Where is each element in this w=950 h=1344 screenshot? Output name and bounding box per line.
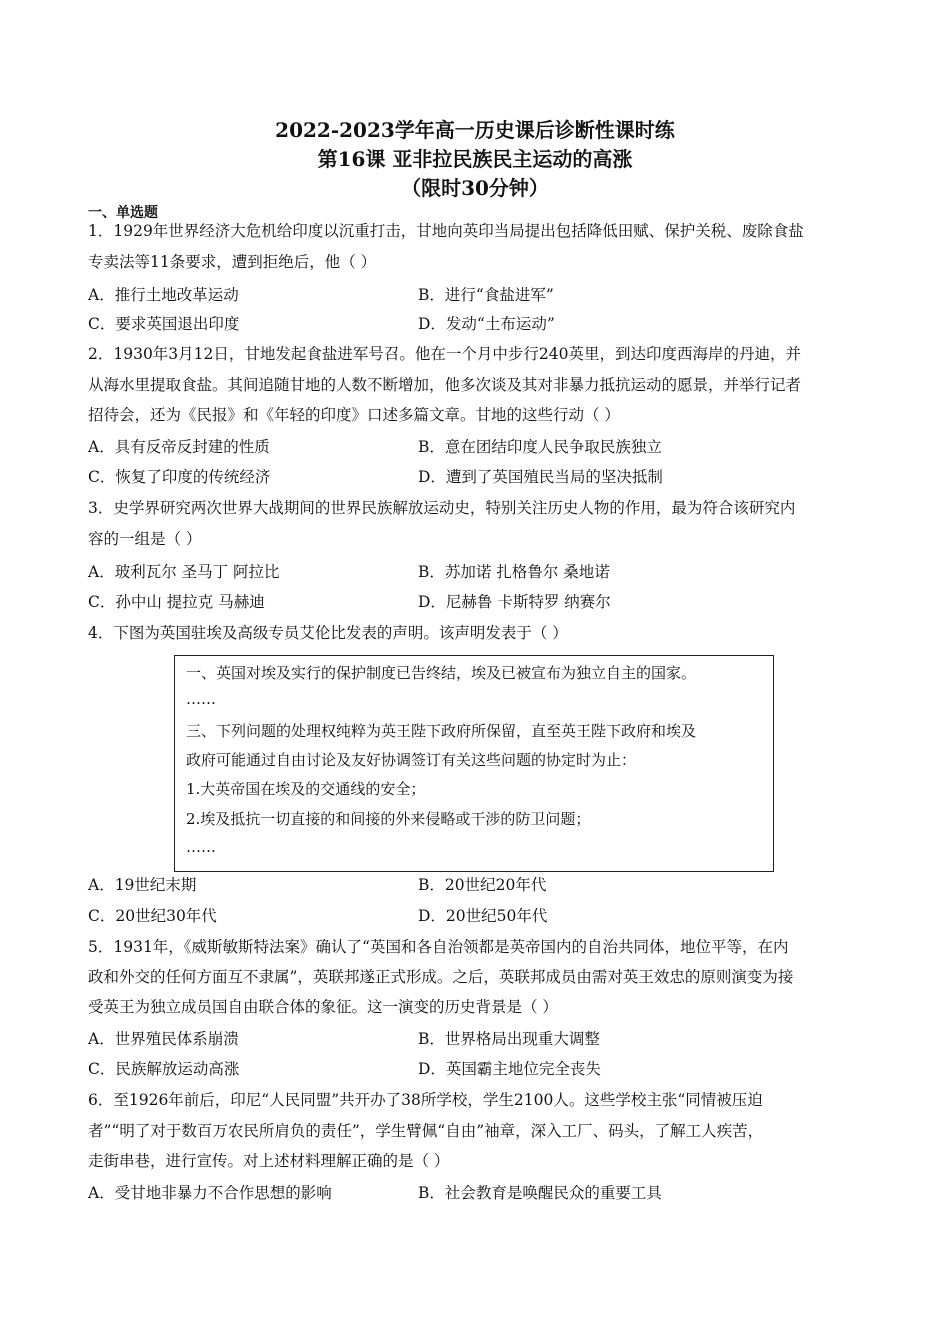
question-text: 容的一组是（ ） <box>88 530 202 548</box>
question-text: 6．至1926年前后，印尼“人民同盟”共开办了38所学校，学生2100人。这些学校主张“同情被压迫 <box>88 1091 763 1109</box>
option-a[interactable]: A．世界殖民体系崩溃 <box>88 1030 239 1048</box>
question-text: 专卖法等11条要求，遭到拒绝后，他（ ） <box>88 253 377 271</box>
option-c[interactable]: C．民族解放运动高涨 <box>88 1060 240 1078</box>
option-c[interactable]: C．20世纪30年代 <box>88 907 217 925</box>
quotation-line: …… <box>186 690 216 708</box>
section-heading: 一、单选题 <box>88 205 158 221</box>
question-text: 3．史学界研究两次世界大战期间的世界民族解放运动史，特别关注历史人物的作用，最为符合该研究内 <box>88 499 796 517</box>
option-b[interactable]: B．20世纪20年代 <box>418 876 547 894</box>
option-a[interactable]: A．19世纪末期 <box>88 876 197 894</box>
question-text: 1．1929年世界经济大危机给印度以沉重打击，甘地向英印当局提出包括降低田赋、保护关税、废除食盐 <box>88 222 804 240</box>
quotation-line: 三、下列问题的处理权纯粹为英王陛下政府所保留，直至英王陛下政府和埃及 <box>186 722 697 740</box>
question-text: 者”“明了对于数百万农民所肩负的责任”，学生臂佩“自由”袖章，深入工厂、码头，了解工人疾苦， <box>88 1122 764 1140</box>
exam-title: 2022-2023学年高一历史课后诊断性课时练 <box>275 118 675 142</box>
option-a[interactable]: A．具有反帝反封建的性质 <box>88 438 270 456</box>
question-text: 4．下图为英国驻埃及高级专员艾伦比发表的声明。该声明发表于（ ） <box>88 624 568 642</box>
question-text: 5．1931年，《威斯敏斯特法案》确认了“英国和各自治领都是英帝国内的自治共同体，地位平等，在内 <box>88 938 789 956</box>
question-text: 招待会，还为《民报》和《年轻的印度》口述多篇文章。甘地的这些行动（ ） <box>88 406 620 424</box>
option-b[interactable]: B．世界格局出现重大调整 <box>418 1030 600 1048</box>
option-b[interactable]: B．苏加诺 扎格鲁尔 桑地诺 <box>418 563 610 581</box>
option-c[interactable]: C．恢复了印度的传统经济 <box>88 468 271 486</box>
option-a[interactable]: A．推行土地改革运动 <box>88 286 239 304</box>
option-c[interactable]: C．要求英国退出印度 <box>88 315 240 333</box>
quotation-line: …… <box>186 838 216 856</box>
option-b[interactable]: B．进行“食盐进军” <box>418 286 554 304</box>
question-text: 政和外交的任何方面互不隶属”，英联邦遂正式形成。之后，英联邦成员由需对英王效忠的原则演变为接 <box>88 968 794 986</box>
option-d[interactable]: D．遭到了英国殖民当局的坚决抵制 <box>418 468 663 486</box>
question-text: 走街串巷，进行宣传。对上述材料理解正确的是（ ） <box>88 1152 450 1170</box>
option-d[interactable]: D．20世纪50年代 <box>418 907 548 925</box>
quotation-line: 政府可能通过自由讨论及友好协调签订有关这些问题的协定时为止： <box>186 751 637 769</box>
option-d[interactable]: D．发动“土布运动” <box>418 315 555 333</box>
option-a[interactable]: A．玻利瓦尔 圣马丁 阿拉比 <box>88 563 280 581</box>
option-d[interactable]: D．尼赫鲁 卡斯特罗 纳赛尔 <box>418 593 611 611</box>
option-b[interactable]: B．社会教育是唤醒民众的重要工具 <box>418 1184 662 1202</box>
option-c[interactable]: C．孙中山 提拉克 马赫迪 <box>88 593 265 611</box>
option-a[interactable]: A．受甘地非暴力不合作思想的影响 <box>88 1184 332 1202</box>
quotation-line: 1.大英帝国在埃及的交通线的安全； <box>186 780 426 798</box>
option-d[interactable]: D．英国霸主地位完全丧失 <box>418 1060 601 1078</box>
quotation-line: 一、英国对埃及实行的保护制度已告终结，埃及已被宣布为独立自主的国家。 <box>186 664 697 682</box>
time-limit: （限时30分钟） <box>401 176 549 200</box>
question-text: 从海水里提取食盐。其间追随甘地的人数不断增加，他多次谈及其对非暴力抵抗运动的愿景，并举行记者 <box>88 376 802 394</box>
question-text: 2．1930年3月12日，甘地发起食盐进军号召。他在一个月中步行240英里，到达印度西海岸的丹迪，并 <box>88 345 801 363</box>
quotation-line: 2.埃及抵抗一切直接的和间接的外来侵略或干涉的防卫问题； <box>186 810 591 828</box>
lesson-title: 第16课 亚非拉民族民主运动的高涨 <box>317 147 633 171</box>
option-b[interactable]: B．意在团结印度人民争取民族独立 <box>418 438 662 456</box>
question-text: 受英王为独立成员国自由联合体的象征。这一演变的历史背景是（ ） <box>88 998 558 1016</box>
